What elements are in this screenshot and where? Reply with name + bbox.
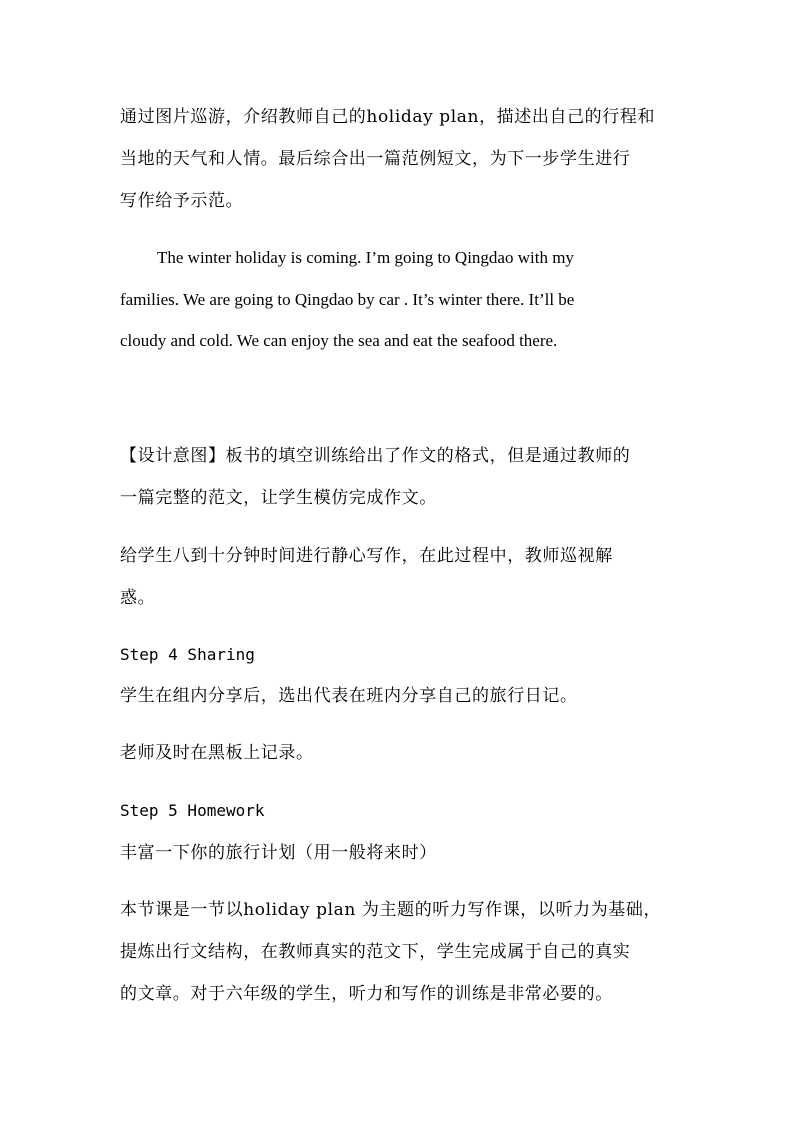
writing-time-line: 惑。	[120, 588, 156, 608]
step5-heading: Step 5 Homework	[120, 801, 265, 820]
step4-line: 学生在组内分享后，选出代表在班内分享自己的旅行日记。	[120, 686, 578, 706]
paragraph-line: 当地的天气和人情。最后综合出一篇范例短文，为下一步学生进行	[120, 149, 631, 169]
step4-heading: Step 4 Sharing	[120, 645, 255, 664]
summary-line: 提炼出行文结构，在教师真实的范文下，学生完成属于自己的真实	[120, 942, 631, 962]
summary-line: 本节课是一节以holiday plan 为主题的听力写作课，以听力为基础，	[120, 900, 662, 920]
sample-essay-line: The winter holiday is coming. I’m going to Qingdao with my	[157, 248, 574, 267]
step4-line: 老师及时在黑板上记录。	[120, 743, 314, 763]
sample-essay-line: families. We are going to Qingdao by car . It’s winter there. It’ll be	[120, 290, 575, 309]
paragraph-line: 写作给予示范。	[120, 191, 244, 211]
design-intent-line: 【设计意图】板书的填空训练给出了作文的格式，但是通过教师的	[120, 446, 631, 466]
paragraph-line: 通过图片巡游，介绍教师自己的holiday plan，描述出自己的行程和	[120, 107, 656, 127]
sample-essay-line: cloudy and cold. We can enjoy the sea and eat the seafood there.	[120, 331, 558, 350]
writing-time-line: 给学生八到十分钟时间进行静心写作，在此过程中，教师巡视解	[120, 546, 613, 566]
step5-line: 丰富一下你的旅行计划（用一般将来时）	[120, 843, 437, 863]
summary-line: 的文章。对于六年级的学生，听力和写作的训练是非常必要的。	[120, 984, 613, 1004]
design-intent-line: 一篇完整的范文，让学生模仿完成作文。	[120, 488, 437, 508]
